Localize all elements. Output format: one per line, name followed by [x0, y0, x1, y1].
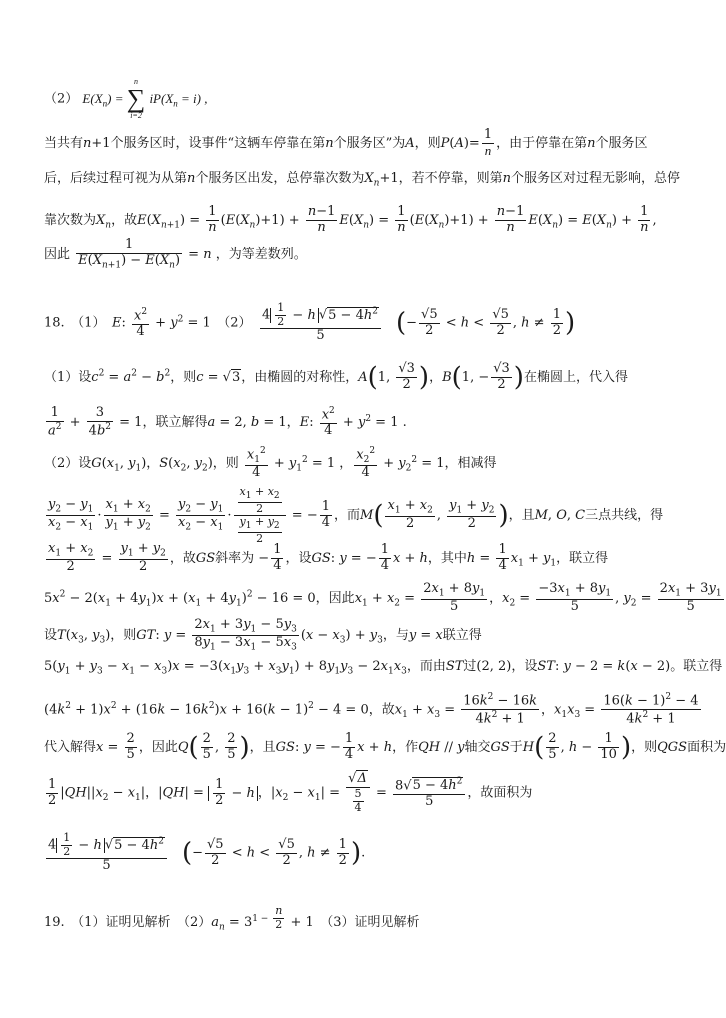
- p17-line-4: 靠次数为$X_n$，故$E(X_{n+1})$ = $\frac{1}{n}$ $(E(X_n)+1)$ + $\frac{n-1}{n}$ $E(X_n)$ = $\frac{1}{n}$ $(E(X_n)+1)$ + $\frac{n-1}{n}$ $E(X_n) = E(X_n)$ + $\frac{1}{n}$ ,: [44, 204, 657, 235]
- p17-l1-math: $E(X_n)$ =: [82, 90, 127, 109]
- summation-symbol: n ∑ i=2: [126, 77, 146, 120]
- p17-line-2: 当共有n+1个服务区时，设事件“这辆车停靠在第n个服务区”为A，则P(A)= $\frac{1}{n}$ ，由于停靠在第n个服务区: [44, 127, 648, 158]
- p18-step-12: 4 $\frac{1}{2}$ − h $√5 - 4h^2$ 5 (− $\frac{√5}{2}$ < h < $\frac{√5}{2}$ , h ≠ $\frac{1}{2}$ ).: [48, 831, 366, 874]
- p18-step-7: 设$T(x_3$, $y_3$)，则GT: y = $\frac{2x_1 + 3y_1 - 5y_3}{8y_1 - 3x_1 - 5x_3}$ $(x - x_3) + y_3$，与y = x联立得: [44, 617, 482, 653]
- p17-line-5: 因此 $\frac{1}{E(X_{n+1}) - E(X_n)}$ = n ，为等差数列。: [44, 237, 307, 271]
- p18-step-4: $\frac{y_2 - y_1}{x_2 - x_1}$ · $\frac{x_1 + x_2}{y_1 + y_2}$ = $\frac{y_2 - y_1}{x_2 - x_1}$ · $\frac{\frac{x_1 + x_2}{2}}{\frac{y_1 + y_2}{2}}$ = − $\frac{1}{4}$ ，而M( $\frac{x_1 + x_2}{2}$ , $\frac{y_1 + y_2}{2}$ )，且M, O, C三点共线，得: [48, 485, 664, 545]
- p18-step-3: （2）设$G(x_1$, $y_1$)，$S(x_2$, $y_2$)，则 $\frac{x_1^2}{4}$ + $y_1^2 = 1$ ， $\frac{x_2^2}{4}$ + $y_2^2 = 1$，相减得: [44, 446, 497, 481]
- p18-step-2: $\frac{1}{a^2}$ + $\frac{3}{4b^2}$ = 1，联立解得a = 2, b = 1，E: $\frac{x^2}{4}$ + $y^2 = 1$ .: [48, 405, 407, 439]
- p18-answer-head: 18. （1） E: $\frac{x^2}{4}$ + $y^2 = 1$ （2） 4 $\frac{1}{2}$ − h $√5 - 4h^2$ 5 (− $\frac{√5}{2}$ < h < $\frac{√5}{2}$ , h ≠ $\frac{1}{2}$ ): [44, 301, 576, 344]
- p19-answer-head: 19. （1）证明见解析 $(2)a_n = 3^{1 - \frac{n}{2}}$ + 1 （3）证明见解析: [44, 904, 420, 933]
- p18-step-5: $\frac{x_1 + x_2}{2}$ = $\frac{y_1 + y_2}{2}$ ，故GS斜率为 − $\frac{1}{4}$ ，设GS: y = − $\frac{1}{4}$ x + h，其中h = $\frac{1}{4}$ $x_1 + y_1$，联立得: [48, 541, 609, 574]
- p18-step-11: $\frac{1}{2}$ $|QH||x_2 - x_1|$，|QH| = $\frac{1}{2}$ − h ，$|x_2 - x_1|$ = $\frac{√\Delta}{\frac{5}{4}}$ = $\frac{8√5 - 4h^2}{5}$ ，故面积为: [48, 771, 533, 814]
- p18-step-10: 代入解得x = $\frac{2}{5}$ ，因此Q( $\frac{2}{5}$ , $\frac{2}{5}$ )，且GS: y = − $\frac{1}{4}$ x + h，作QH // y轴交GS于H( $\frac{2}{5}$ , h − $\frac{1}{10}$ )，则QGS面积为: [44, 731, 726, 763]
- p18-step-6: $5x^2 - 2(x_1 + 4y_1)x + (x_1 + 4y_1)^2 - 16 = 0$，因此$x_1 + x_2$ = $\frac{2x_1 + 8y_1}{5}$ ，$x_2$ = $\frac{-3x_1 + 8y_1}{5}$ , $y_2$ = $\frac{2x_1 + 3y_1}{5}$: [44, 581, 722, 614]
- p17-line-1: （2） $E(X_n)$ = n ∑ i=2 $iP(X_n = i)$ ,: [44, 77, 208, 120]
- p18-step-8: $5(y_1 + y_3 - x_1 - x_3)x = -3(x_1y_3 + x_3y_1) + 8y_1y_3 - 2x_1x_3$，而由ST过(2, 2)，设ST: y − 2 = k(x − 2)。联立得: [44, 659, 723, 677]
- p18-step-1: （1）设$c^2 = a^2 - b^2$，则c = √3，由椭圆的对称性，A(1, $\frac{√3}{2}$ )，B(1, − $\frac{√3}{2}$ )在椭圆上，代入得: [44, 361, 628, 393]
- p17-line-3: 后，后续过程可视为从第n个服务区出发，总停靠次数为$X_n+1$，若不停靠，则第n个服务区对过程无影响，总停: [44, 171, 681, 189]
- p17-l1-tail: $iP(X_n = i)$ ,: [149, 90, 208, 109]
- p18-step-9: $(4k^2 + 1)x^2 + (16k - 16k^2)x + 16(k - 1)^2 - 4 = 0$，故$x_1 + x_3$ = $\frac{16k^2 - 16k}{4k^2 + 1}$ ，$x_1x_3$ = $\frac{16(k - 1)^2 - 4}{4k^2 + 1}$: [44, 692, 699, 727]
